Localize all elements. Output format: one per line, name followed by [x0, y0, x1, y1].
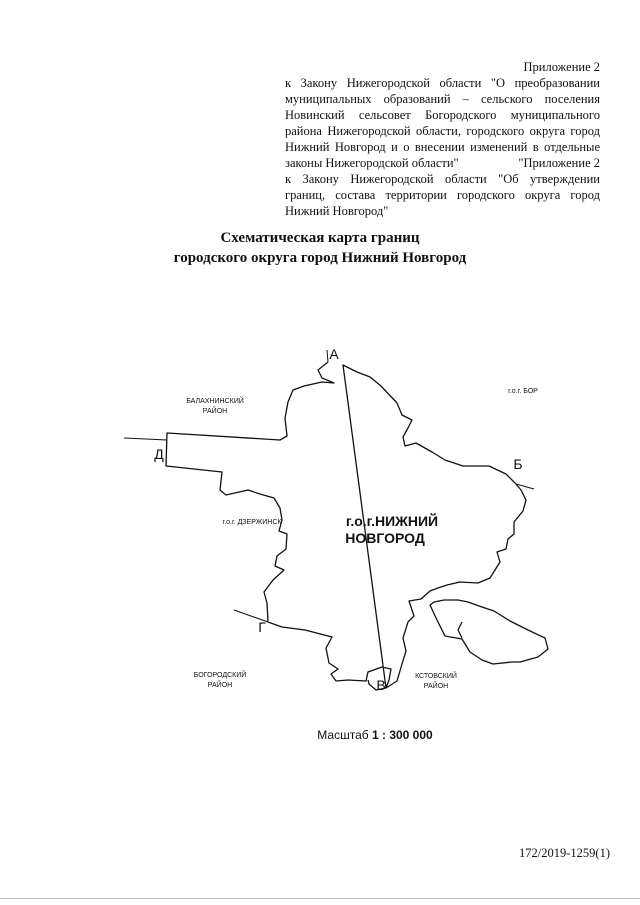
appendix-1-label: Приложение 2 [523, 60, 600, 74]
kstovo-district-label-2: РАЙОН [423, 683, 449, 690]
point-a-label: А [329, 346, 339, 362]
point-g-label: Г [258, 619, 266, 635]
appendix-2-label: "Приложение 2 [518, 156, 600, 170]
bor-label: г.о.г. БОР [508, 388, 538, 395]
map-title-line-1: Схематическая карта границ [220, 230, 420, 246]
document-number: 172/2019-1259(1) [519, 846, 610, 860]
point-d-label: Д [154, 446, 164, 462]
appendix-1-text: к Закону Нижегородской области "О преобразовании муниципальных образований – сельского поселения Новинский сельсовет Богородского муниципального района Нижегородской области, городского округа город Нижний Новгород и о внесении изменений в отдельные законы Нижегородской области" [285, 76, 600, 170]
bogorodsk-district-label-2: РАЙОН [207, 682, 233, 689]
balakhna-district-label-2: РАЙОН [202, 408, 228, 415]
point-v-label: В [376, 677, 386, 693]
dzerzhinsk-label: г.о.г. ДЗЕРЖИНСК [222, 519, 282, 526]
scale-value: 1 : 300 000 [371, 728, 433, 742]
appendix-2-text: к Закону Нижегородской области "Об утверждении границ, состава территории городского округа город Нижний Новгород" [285, 172, 600, 218]
balakhna-district-label-1: БАЛАХНИНСКИЙ [186, 398, 244, 405]
boundary-line-d [124, 438, 167, 440]
kstovo-enclave-boundary [430, 600, 548, 664]
boundary-line-a [327, 350, 328, 362]
city-name-line-1: г.о.г.НИЖНИЙ [345, 513, 439, 529]
map-scale [0, 728, 640, 742]
scale-prefix: Масштаб [317, 728, 369, 742]
kstovo-district-label-1: КСТОВСКИЙ [415, 673, 457, 680]
city-name-line-2: НОВГОРОД [345, 530, 425, 546]
bottom-divider [0, 898, 640, 899]
point-b-label: Б [513, 456, 523, 472]
map-title-line-2: городского округа город Нижний Новгород [173, 250, 467, 266]
bogorodsk-district-label-1: БОГОРОДСКИЙ [193, 672, 247, 679]
